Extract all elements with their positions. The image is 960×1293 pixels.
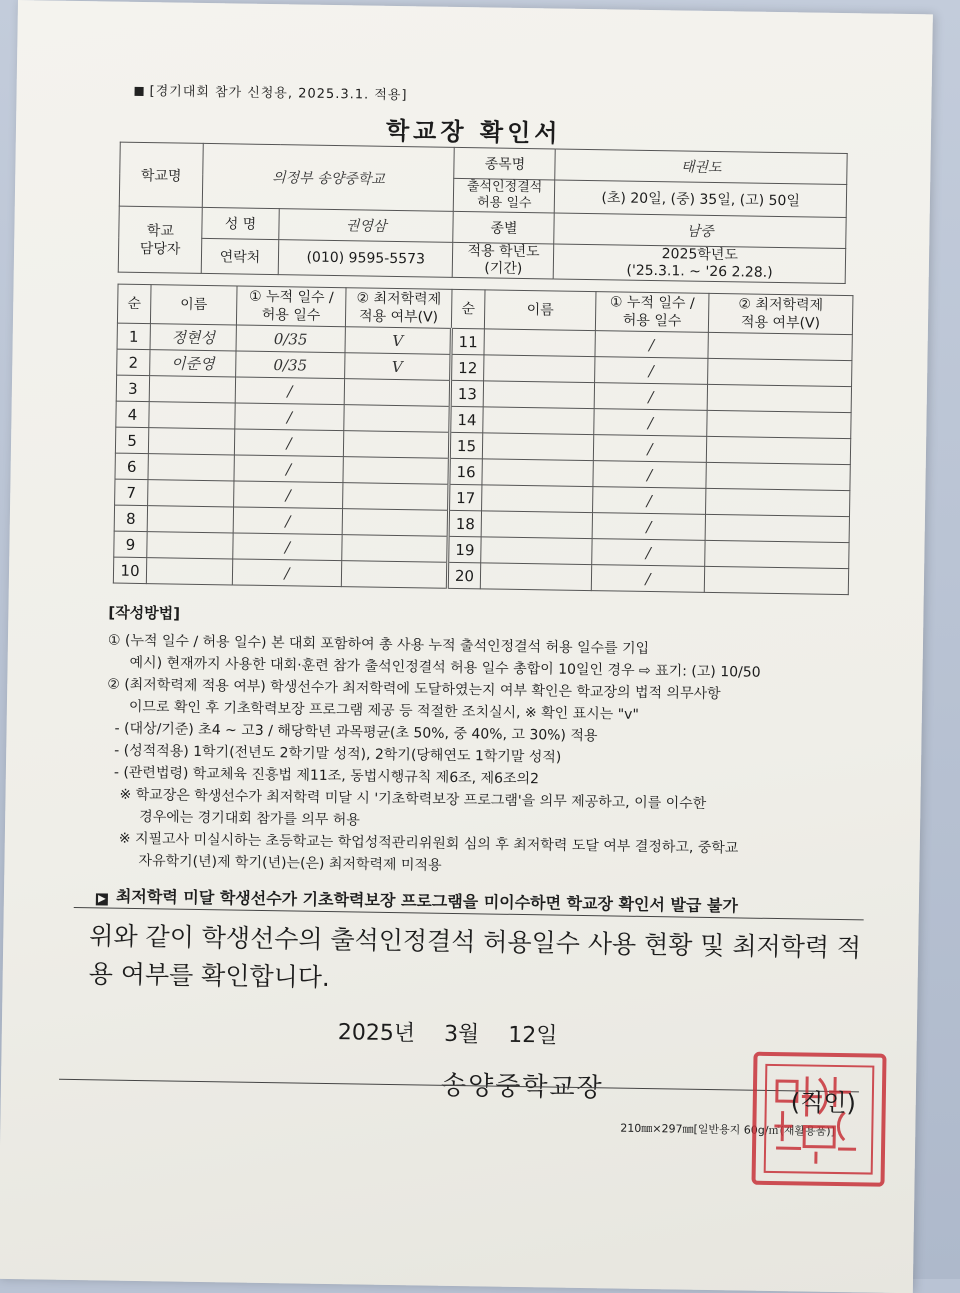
row-min [343,457,449,485]
row-name: 정현성 [150,324,236,351]
paper-spec: 210㎜×297㎜[일반용지 60g/㎡(재활용품)] [620,1121,836,1138]
instruction-line: 자유학기(년)제 학기(년)는(은) 최저학력제 미적용 [138,852,442,874]
row-days: 0/35 [236,325,345,353]
row-no: 2 [117,349,150,376]
seal-mark: (직인) [790,1088,857,1118]
row-min [706,488,850,516]
header-name: 이름 [150,285,237,325]
row-name [484,329,595,357]
row-name [482,433,593,461]
name-value: 권영삼 [279,209,454,243]
row-no: 3 [116,375,149,402]
page-title: 학교장 확인서 [385,116,562,148]
row-days: / [595,357,708,385]
allowed-days-label: 출석인정결석 허용 일수 [454,178,556,213]
row-no: 19 [448,536,481,563]
instruction-line: ※ 학교장은 학생선수가 최저학력 미달 시 '기초학력보장 프로그램'을 의무 제공하고, 이를 이수한 [119,786,707,812]
roster-body [113,323,852,595]
row-no: 10 [113,557,146,584]
row-min [704,566,848,594]
square-bullet-icon [135,87,144,96]
notice: ▶ 최저학력 미달 학생선수가 기초학력보장 프로그램을 미이수하면 학교장 확인서 발급 불가 [96,883,738,916]
official-seal-image [751,1052,886,1187]
row-days: / [591,565,704,593]
row-no: 1 [117,323,150,350]
row-name [147,532,233,559]
header-days: ① 누적 일수 / 허용 일수 [236,286,346,327]
instruction-line: 경우에는 경기대회 참가를 의무 허용 [139,809,360,829]
row-days: / [593,487,706,515]
row-days: / [594,383,707,411]
row-no: 11 [451,328,484,355]
row-min [705,514,849,542]
row-days: / [235,403,344,431]
row-name [148,428,234,455]
row-min [707,384,851,412]
row-min [706,436,850,464]
row-days: / [233,507,342,535]
row-days: / [235,377,344,405]
instruction-line: - (관련법령) 학교체육 진흥법 제11조, 동법시행규칙 제6조, 제6조의2 [113,764,540,788]
row-no: 6 [115,453,148,480]
issue-date: 2025년 3월 12일 [337,1020,558,1049]
roster-table [113,284,854,596]
event-value: 태권도 [555,149,847,185]
row-no: 4 [116,401,149,428]
row-min [706,462,850,490]
row-days: / [234,481,343,509]
row-days: / [233,533,342,561]
instruction-line: ② (최저학력제 적용 여부) 학생선수가 최저학력에 도달하였는지 여부 확인은 학교장의 법적 의무사항 [107,676,721,703]
row-min [707,410,851,438]
row-name [147,506,233,533]
row-name: 이준영 [150,350,236,377]
row-no: 14 [450,406,483,433]
row-min [708,332,852,360]
event-label: 종목명 [454,147,555,180]
instruction-line: 예시) 현재까지 사용한 대회·훈련 참가 출석인정결석 허용 일수 총합이 10일인 경우 ⇨ 표기: (고) 10/50 [129,654,761,681]
school-value: 의정부 송양중학교 [202,143,454,211]
row-no: 15 [449,432,482,459]
row-min [343,483,449,511]
instruction-line: - (성적적용) 1학기(전년도 2학기말 성적), 2학기(당해연도 1학기말 성적) [114,742,562,766]
row-name [481,537,592,565]
header-no-right: 순 [451,289,485,329]
instructions-title: [작성방법] [108,603,181,623]
grade-year-label: 적용 학년도 (기간) [453,242,555,279]
row-min [344,405,450,433]
row-no: 16 [449,458,482,485]
row-no: 17 [449,484,482,511]
row-name [481,511,592,539]
row-days: / [232,559,341,587]
row-name [483,407,594,435]
row-days: / [592,513,705,541]
instruction-line: 이므로 확인 후 기초학력보장 프로그램 제공 등 적절한 조치실시, ※ 확인 표시는 "v" [128,698,639,723]
row-no: 9 [114,531,147,558]
row-no: 5 [115,427,148,454]
row-name [482,485,593,513]
row-name [149,376,235,403]
row-min [708,358,852,386]
header-days-right: ① 누적 일수 / 허용 일수 [595,292,709,333]
row-no: 13 [450,380,483,407]
row-min: V [345,327,451,355]
row-name [146,558,232,585]
row-no: 18 [448,510,481,537]
row-no: 7 [115,479,148,506]
instructions [104,601,868,883]
instruction-line: - (대상/기준) 초4 ~ 고3 / 해당학년 과목평균(초 50%, 중 40%, 고 30%) 적용 [114,720,598,745]
row-days: / [234,455,343,483]
row-name [483,381,594,409]
row-no: 8 [114,505,147,532]
contact-value: (010) 9595-5573 [278,240,453,278]
header-min: ② 최저학력제 적용 여부(V) [345,288,452,329]
row-name [148,480,234,507]
manager-label: 학교 담당자 [118,206,202,273]
row-days: / [595,331,708,359]
arrow-box-icon: ▶ [96,893,108,905]
header-note: [경기대회 참가 신청용, 2025.3.1. 적용] [134,80,407,103]
row-min [344,379,450,407]
school-label: 학교명 [119,142,203,207]
row-days: 0/35 [236,351,345,379]
instruction-line: ※ 지필고사 미실시하는 초등학교는 학업성적관리위원회 심의 후 최저학력 도달 여부 결정하고, 중학교 [118,830,739,857]
row-name [480,563,591,591]
row-name [484,355,595,383]
row-no: 20 [447,562,480,589]
category-value: 남중 [554,213,846,249]
grade-year-value: 2025학년도 ('25.3.1. ~ '26 2.28.) [554,244,846,284]
name-label: 성 명 [202,207,279,239]
signer-name: 송양중학교장 [440,1070,604,1104]
row-min [342,509,448,537]
category-label: 종별 [453,211,554,244]
header-name-right: 이름 [484,290,596,331]
row-name [148,454,234,481]
header-no: 순 [117,284,151,324]
row-days: / [593,435,706,463]
row-days: / [234,429,343,457]
row-min [341,561,447,589]
row-min [343,431,449,459]
contact-label: 연락처 [201,238,279,274]
row-min: V [345,353,451,381]
row-name [482,459,593,487]
info-table [118,142,848,284]
instruction-line: ① (누적 일수 / 허용 일수) 본 대회 포함하여 총 사용 누적 출석인정결석 허용 일수를 기입 [107,632,650,657]
row-no: 12 [451,354,484,381]
row-name [149,402,235,429]
declaration: 위와 같이 학생선수의 출석인정결석 허용일수 사용 현황 및 최저학력 적용 여부를 확인합니다. [88,921,862,993]
row-min [342,535,448,563]
allowed-days-value: (초) 20일, (중) 35일, (고) 50일 [555,180,847,218]
row-days: / [593,461,706,489]
row-days: / [592,539,705,567]
row-min [705,540,849,568]
header-min-right: ② 최저학력제 적용 여부(V) [708,293,853,334]
row-days: / [594,409,707,437]
